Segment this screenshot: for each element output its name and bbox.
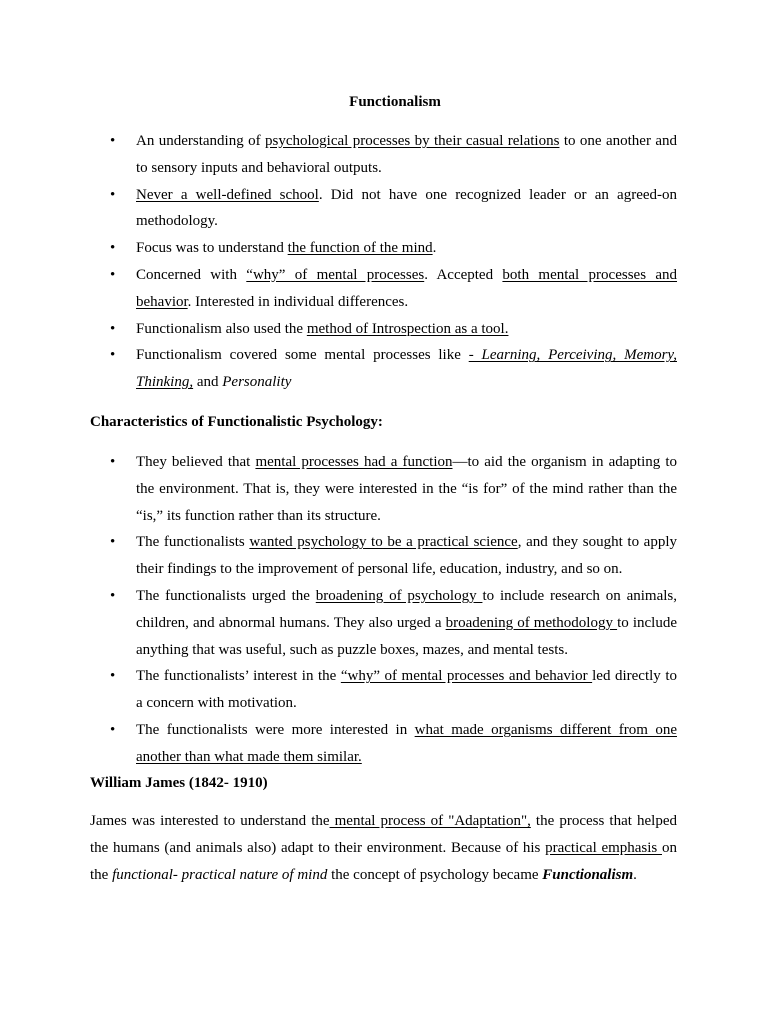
bullet-icon: •: [110, 668, 116, 685]
bullet-icon: •: [110, 347, 116, 364]
list-item: • Functionalism also used the method of Introspection as a tool.: [0, 316, 677, 343]
intro-bullet-list: [0, 128, 677, 396]
bullet-icon: •: [110, 186, 116, 203]
section-heading-william-james: William James (1842- 1910): [90, 775, 268, 791]
bullet-icon: •: [110, 320, 116, 337]
bullet-icon: •: [110, 721, 116, 738]
characteristics-bullet-list: [0, 449, 677, 771]
section-heading-characteristics: Characteristics of Functionalistic Psychology:: [90, 414, 383, 430]
page-title: Functionalism: [349, 94, 441, 110]
list-item: • The functionalists urged the broadening of psychology to include research on animals, children, and abnormal humans. They also urged a broadening of methodology to include anything that was useful, such as puzzle boxes, mazes, and mental tests.: [0, 583, 677, 663]
bullet-icon: •: [110, 587, 116, 604]
list-item: • Concerned with “why” of mental processes. Accepted both mental processes and behavior. Interested in individual differences.: [0, 262, 677, 316]
bullet-icon: •: [110, 240, 116, 257]
william-james-paragraph: James was interested to understand the mental process of "Adaptation", the process that helped the humans (and animals also) adapt to their environment. Because of his practical emphasis on the functional- practical nature of mind the concept of psychology became Functionalism.: [90, 813, 677, 883]
bullet-icon: •: [110, 133, 116, 149]
list-item: • They believed that mental processes had a function—to aid the organism in adapting to the environment. That is, they were interested in the “is for” of the mind rather than the “is,” its function rather than its structure.: [0, 449, 677, 529]
list-item: • The functionalists’ interest in the “why” of mental processes and behavior led directly to a concern with motivation.: [0, 663, 677, 717]
list-item: • An understanding of psychological processes by their casual relations to one another and to sensory inputs and behavioral outputs.: [0, 128, 677, 182]
list-item: • Functionalism covered some mental processes like - Learning, Perceiving, Memory, Thinking, and Personality: [0, 342, 677, 396]
bullet-icon: •: [110, 266, 116, 283]
list-item: • The functionalists wanted psychology to be a practical science, and they sought to apply their findings to the improvement of personal life, education, industry, and so on.: [0, 529, 677, 583]
list-item: • Focus was to understand the function of the mind.: [0, 235, 677, 262]
bullet-icon: •: [110, 454, 116, 470]
bullet-icon: •: [110, 534, 116, 551]
list-item: • Never a well-defined school. Did not have one recognized leader or an agreed-on methodology.: [0, 182, 677, 236]
list-item: • The functionalists were more interested in what made organisms different from one another than what made them similar.: [0, 717, 677, 771]
